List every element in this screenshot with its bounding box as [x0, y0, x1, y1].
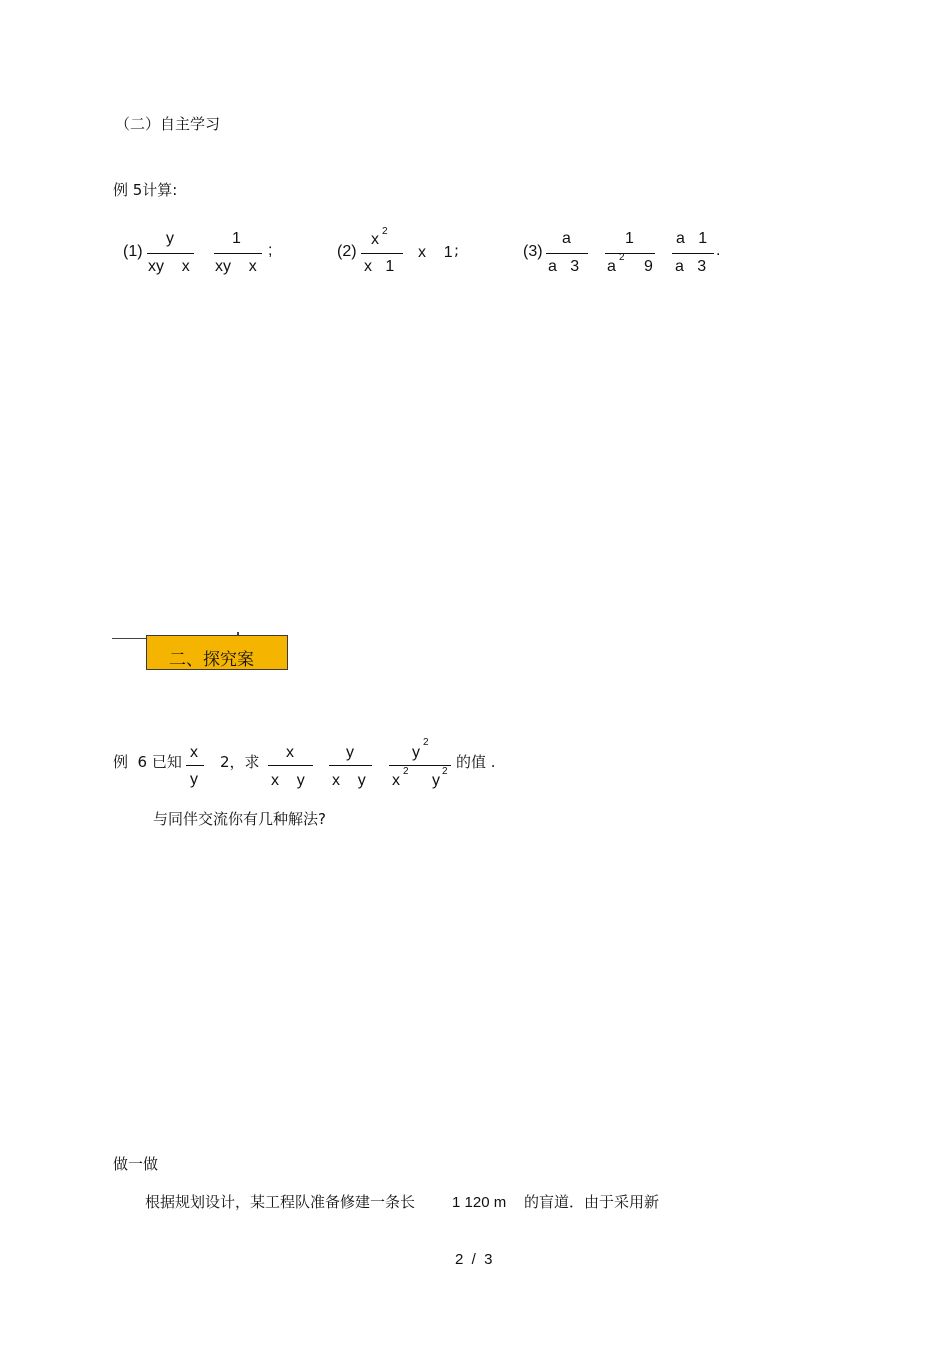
fraction-bar [361, 253, 403, 254]
fraction-numerator: x [371, 231, 379, 248]
example6-tail: 的值 . [456, 753, 496, 771]
semicolon: ; [268, 242, 273, 259]
semicolon: ; [454, 241, 460, 259]
fraction-numerator: y [166, 230, 174, 247]
fraction-denominator-a: x [392, 772, 400, 789]
fraction-denominator: y [190, 771, 198, 788]
fraction-denominator: xy x [215, 258, 257, 275]
banner-rule [112, 638, 146, 639]
fraction-bar [546, 253, 588, 254]
explore-section-banner [146, 635, 288, 670]
fraction-denominator: a 3 [675, 258, 707, 275]
fraction-numerator: y [346, 744, 354, 761]
discuss-prompt: 与同伴交流你有几种解法? [153, 810, 326, 828]
fraction-denominator: x y [332, 772, 366, 789]
exponent: 2 [382, 226, 388, 237]
fraction-numerator: x [190, 744, 198, 761]
fraction-bar [268, 765, 313, 766]
example5-label: 例 5计算: [113, 181, 178, 199]
fraction-numerator: a [562, 230, 571, 247]
problem-text-1: 根据规划设计，某工程队准备修建一条长 [145, 1193, 416, 1211]
problem-1-tag: (1) [123, 243, 143, 260]
problem-text-2: 的盲道．由于采用新 [524, 1193, 660, 1211]
example6-label: 例 6 已知 [113, 753, 182, 771]
fraction-bar [329, 765, 372, 766]
period: . [716, 242, 721, 259]
fraction-bar [672, 253, 714, 254]
section-heading: （二）自主学习 [115, 115, 221, 133]
fraction-denominator: a 3 [548, 258, 580, 275]
fraction-numerator: 1 [232, 230, 241, 247]
fraction-denominator: x 1 [364, 258, 395, 275]
exponent: 2 [442, 766, 448, 777]
problem-3-tag: (3) [523, 243, 543, 260]
fraction-denominator-b: y [432, 772, 440, 789]
page-number: 2 / 3 [455, 1251, 493, 1268]
fraction-bar [147, 253, 194, 254]
fraction-denominator: x y [271, 772, 305, 789]
exponent: 2 [619, 252, 625, 263]
given-rest: 2，求 [220, 753, 260, 771]
fraction-bar [214, 253, 262, 254]
problem-length: 1 120 m [452, 1194, 507, 1211]
fraction-numerator: 1 [625, 230, 634, 247]
problem-2-tag: (2) [337, 243, 357, 260]
explore-section-title: 二、探究案 [169, 650, 254, 670]
fraction-numerator: a 1 [676, 230, 708, 247]
fraction-bar [186, 765, 204, 766]
exponent: 2 [403, 766, 409, 777]
fraction-denominator-rest: 9 [644, 258, 653, 275]
try-heading: 做一做 [113, 1155, 159, 1173]
fraction-denominator: xy x [148, 258, 190, 275]
expression-rest: x 1 [418, 244, 453, 261]
fraction-bar [605, 253, 655, 254]
fraction-denominator-base: a [607, 258, 616, 275]
exponent: 2 [423, 737, 429, 748]
fraction-numerator: x [286, 744, 294, 761]
fraction-numerator-base: y [412, 744, 420, 761]
